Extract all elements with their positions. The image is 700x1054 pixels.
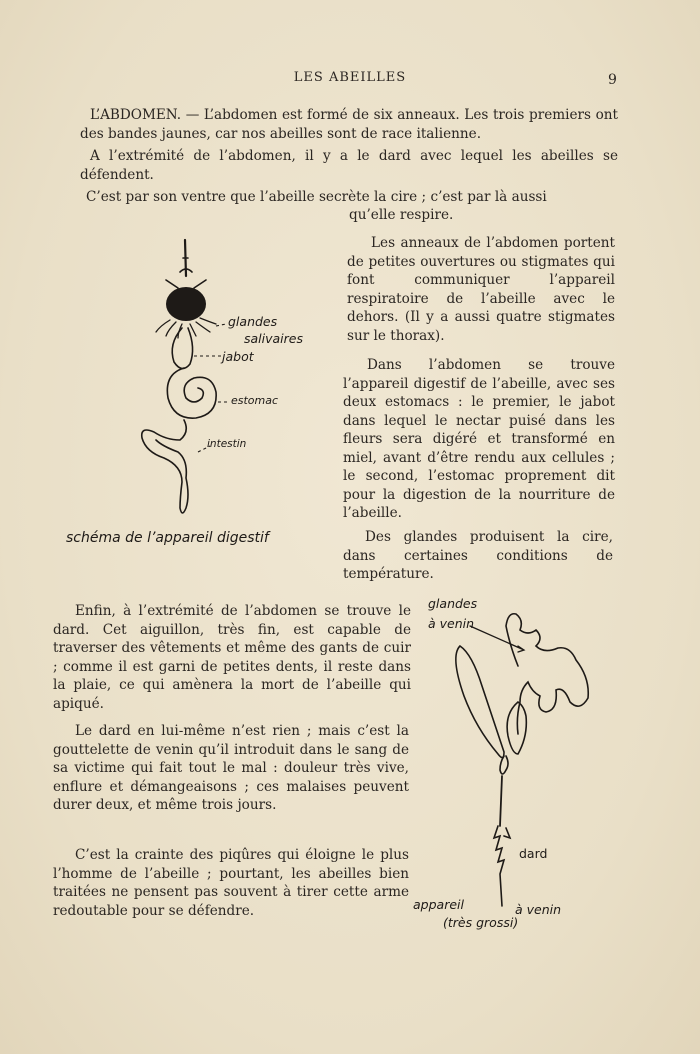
label-jabot: jabot [222, 349, 254, 364]
label-appareil: appareil [413, 897, 464, 912]
left-gland-sac [456, 646, 504, 758]
estomac-spiral [167, 368, 216, 418]
label-intestin: intestin [207, 438, 247, 450]
venom-apparatus-illustration [440, 606, 610, 926]
label-estomac: estomac [231, 394, 279, 407]
paragraph-abdomen-intro: L’ABDOMEN. — L’abdomen est formé de six anneaux. Les trois premiers ont des bandes jaunes, car nos abeilles sont de race italienne. [80, 107, 618, 142]
figure-caption-digestif: schéma de l’appareil digestif [66, 530, 269, 546]
paragraph-cire-line1: C’est par son ventre que l’abeille secrète la cire ; c’est par là aussi [86, 189, 547, 205]
paragraph-dard: Enfin, à l’extrémité de l’abdomen se trouve le dard. Cet aiguillon, très fin, est capable de traverser des vêtements et même des gants de cuir ; comme il est garni de petites dents, il reste dans la plaie, ce qui amènera la mort de l’abeille qui apiqué. [53, 603, 411, 712]
sting-shaft [500, 776, 502, 826]
label-dard: dard [519, 846, 548, 861]
running-title: LES ABEILLES [293, 70, 407, 85]
label-appareil-a-venin: à venin [515, 902, 562, 917]
label-tres-grossi: (très grossi) [443, 915, 519, 930]
paragraph-glandes-cire: Des glandes produisent la cire, dans certaines conditions de température. [343, 529, 613, 582]
paragraph-crainte: C’est la crainte des piqûres qui éloigne le plus l’homme de l’abeille ; pourtant, les abeilles bien traitées ne pensent pas souvent à tirer cette arme redoutable pour se défendre. [53, 847, 409, 919]
digestive-system-illustration [130, 236, 320, 536]
label-glandes-salivaires-2: salivaires [244, 331, 303, 346]
paragraph-dard-intro: A l’extrémité de l’abdomen, il y a le dard avec lequel les abeilles se défendent. [80, 148, 618, 183]
paragraph-stigmates: Les anneaux de l’abdomen portent de petites ouvertures ou stigmates qui font communiquer l’appareil respiratoire de l’abeille avec le dehors. (Il y a aussi quatre stigmates sur le thorax). [347, 235, 615, 344]
arrow-to-glands [470, 626, 524, 652]
paragraph-cire-line2: qu’elle respire. [349, 207, 454, 223]
intestine-loop [142, 420, 188, 513]
venom-gland-tube [506, 614, 588, 734]
label-glandes-venin-1: glandes [428, 596, 478, 611]
label-glandes-venin-2: à venin [428, 616, 475, 631]
label-glandes-salivaires-1: glandes [228, 314, 278, 329]
paragraph-venin: Le dard en lui-même n’est rien ; mais c’est la gouttelette de venin qu’il introduit dans le sang de sa victime qui fait tout le mal : douleur très vive, enflure et démangeaisons ; ces malaises peuvent durer deux, et même trois jours. [53, 723, 409, 813]
jabot-shape [172, 328, 192, 369]
sting-barbs [494, 826, 510, 906]
head-bulb [166, 287, 206, 321]
page-number: 9 [608, 72, 617, 88]
paragraph-appareil-digestif: Dans l’abdomen se trouve l’appareil digestif de l’abeille, avec ses deux estomacs : le premier, le jabot dans lequel le nectar puisé dans les fleurs sera digéré et transformé en miel, avant d’être rendu aux cellules ; le second, l’estomac proprement dit pour la digestion de la nourriture de l’abeille. [343, 357, 615, 521]
